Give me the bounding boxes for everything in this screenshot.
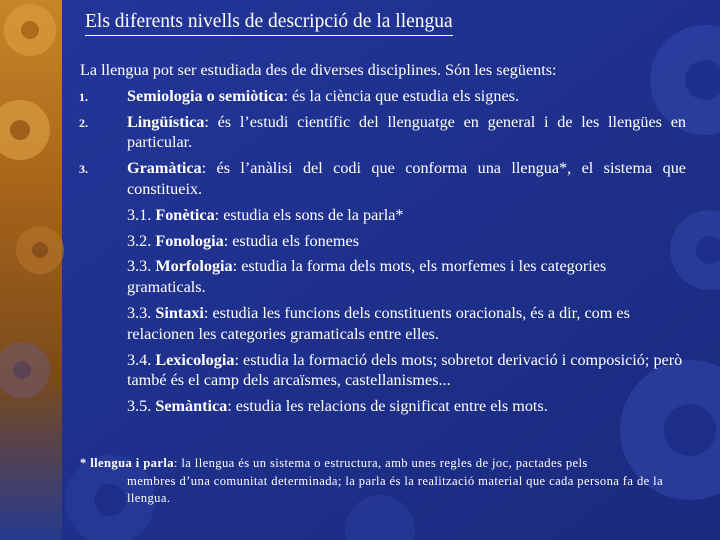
sub-item-term: Sintaxi [155,303,204,322]
sub-item-term: Fonologia [155,231,224,250]
sub-item-term: Lexicologia [155,350,235,369]
sub-item-text: : estudia les relacions de significat entre els mots. [227,397,548,416]
sub-item-prefix: 3.3. [127,257,156,276]
sub-item-text: : estudia els sons de la parla* [214,205,404,224]
sub-item-term: Semàntica [155,397,228,416]
sub-item-term: Morfologia [155,257,233,276]
sub-item-text: : estudia els fonemes [223,231,359,250]
footnote-text-line1: : la llengua és un sistema o estructura, amb unes regles de joc, pactades pels [173,456,588,470]
list-text: : és l’anàlisi del codi que conforma una llengua*, el sistema que constitueix. [127,159,686,198]
sub-item [80,231,686,252]
footnote [80,455,686,508]
sub-item-prefix: 3.5. [127,397,156,416]
list-term: Gramàtica [127,159,202,178]
list-text: : és la ciència que estudia els signes. [283,86,519,105]
sub-item [80,256,686,298]
sub-item-prefix: 3.2. [127,231,156,250]
sub-item [80,303,686,345]
slide-body [80,60,686,422]
list-item [80,112,686,154]
sub-item [80,205,686,226]
sub-item [80,396,686,417]
gear-icon [4,4,56,56]
list-text: : és l’estudi científic del llenguatge en general i de les llengües en particular. [127,112,686,152]
list-term: Lingüística [127,112,205,131]
gear-icon [16,226,64,274]
sub-item-text: : estudia la forma dels mots, els morfemes i les categories gramaticals. [127,257,607,297]
footnote-term: * llengua i parla [80,456,174,470]
list-item [80,86,686,107]
sub-item-prefix: 3.1. [127,205,156,224]
sub-item-term: Fonètica [155,205,215,224]
list-number: 1. [79,89,88,104]
list-term: Semiologia o semiòtica [127,86,284,105]
slide-title: Els diferents nivells de descripció de la llengua [85,10,453,36]
list-number: 3. [79,162,88,177]
list-item [80,158,686,200]
sub-item-text: : estudia les funcions dels constituents oracionals, és a dir, com es relacionen les categories gramaticals entre elles. [127,303,630,343]
list-number: 2. [79,115,88,130]
intro-text: La llengua pot ser estudiada des de diverses disciplines. Són les següents: [80,61,557,79]
sub-item-prefix: 3.3. [127,303,156,322]
footnote-text-rest: membres d’una comunitat determinada; la parla és la realització material que cada persona fa de la llengua. [127,473,664,505]
sub-item-text: : estudia la formació dels mots; sobretot derivació i composició; però també és el camp dels arcaïsmes, castellanismes... [127,350,683,390]
sub-item [80,350,686,392]
sub-item-prefix: 3.4. [127,350,156,369]
